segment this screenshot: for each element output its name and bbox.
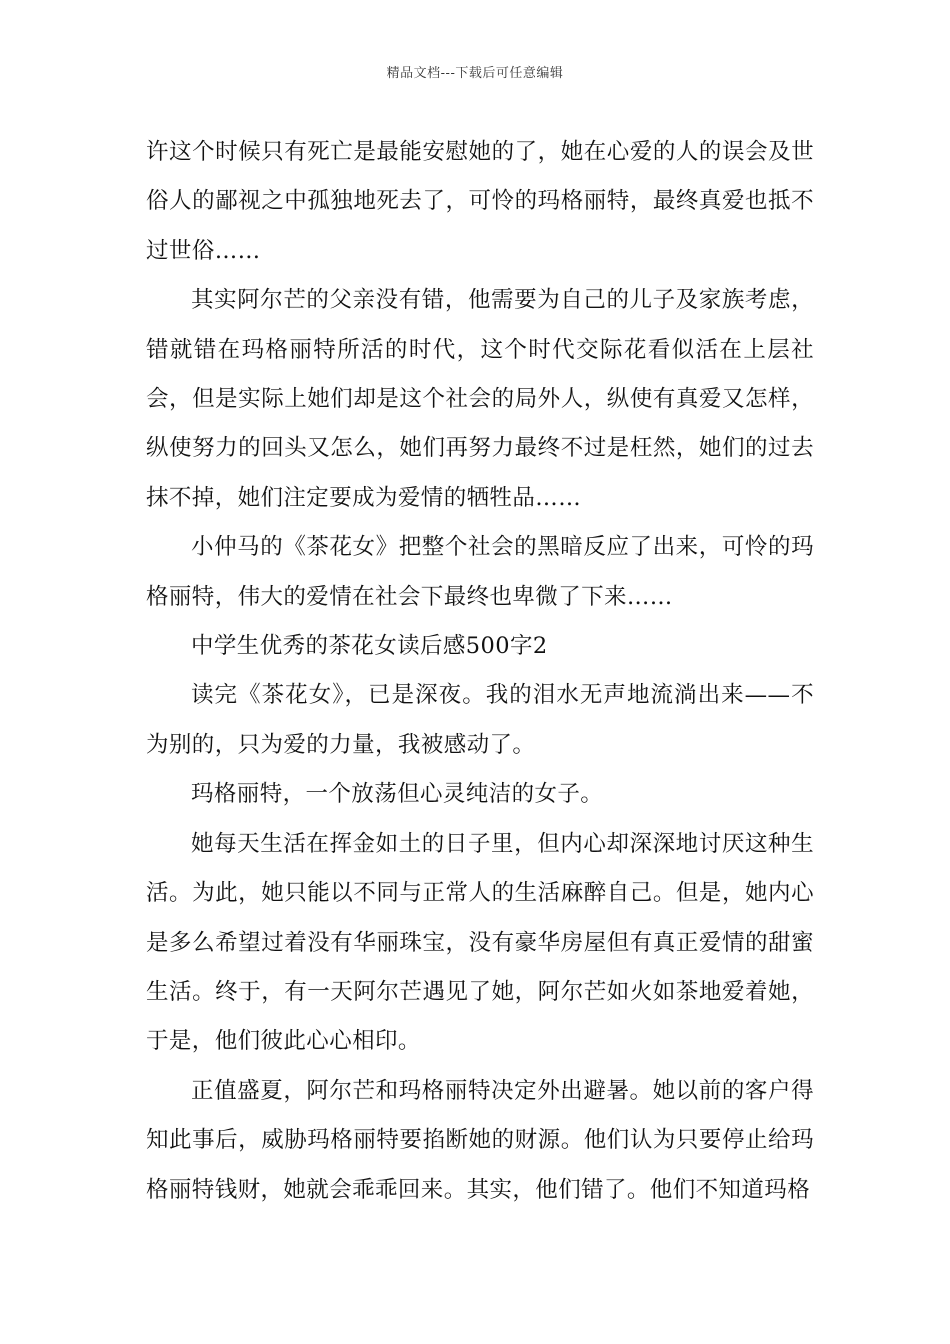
- document-body: [146, 128, 814, 1215]
- paragraph-3: 小仲马的《茶花女》把整个社会的黑暗反应了出来，可怜的玛格丽特，伟大的爱情在社会下最终也卑微了下来……: [146, 534, 814, 610]
- section-heading: 中学生优秀的茶花女读后感500字2: [191, 633, 548, 660]
- paragraph-1: 许这个时候只有死亡是最能安慰她的了，她在心爱的人的误会及世俗人的鄙视之中孤独地死去了，可怜的玛格丽特，最终真爱也抵不过世俗……: [146, 139, 814, 264]
- paragraph-6: 她每天生活在挥金如土的日子里，但内心却深深地讨厌这种生活。为此，她只能以不同与正常人的生活麻醉自己。但是，她内心是多么希望过着没有华丽珠宝，没有豪华房屋但有真正爱情的甜蜜生活。终于，有一天阿尔芒遇见了她，阿尔芒如火如茶地爱着她，于是，他们彼此心心相印。: [146, 830, 814, 1055]
- paragraph-5: 玛格丽特，一个放荡但心灵纯洁的女子。: [191, 781, 604, 808]
- paragraph-7: 正值盛夏，阿尔芒和玛格丽特决定外出避暑。她以前的客户得知此事后，威胁玛格丽特要掐断她的财源。他们认为只要停止给玛格丽特钱财，她就会乖乖回来。其实，他们错了。他们不知道玛格: [146, 1077, 814, 1203]
- paragraph-2: 其实阿尔芒的父亲没有错，他需要为自己的儿子及家族考虑，错就错在玛格丽特所活的时代，这个时代交际花看似活在上层社会，但是实际上她们却是这个社会的局外人，纵使有真爱又怎样，纵使努力的回头又怎么，她们再努力最终不过是枉然，她们的过去抹不掉，她们注定要成为爱情的牺牲品……: [146, 287, 814, 511]
- paragraph-4: 读完《茶花女》，已是深夜。我的泪水无声地流淌出来——不为别的，只为爱的力量，我被感动了。: [146, 682, 814, 758]
- page-header: 精品文档---下载后可任意编辑: [386, 66, 564, 81]
